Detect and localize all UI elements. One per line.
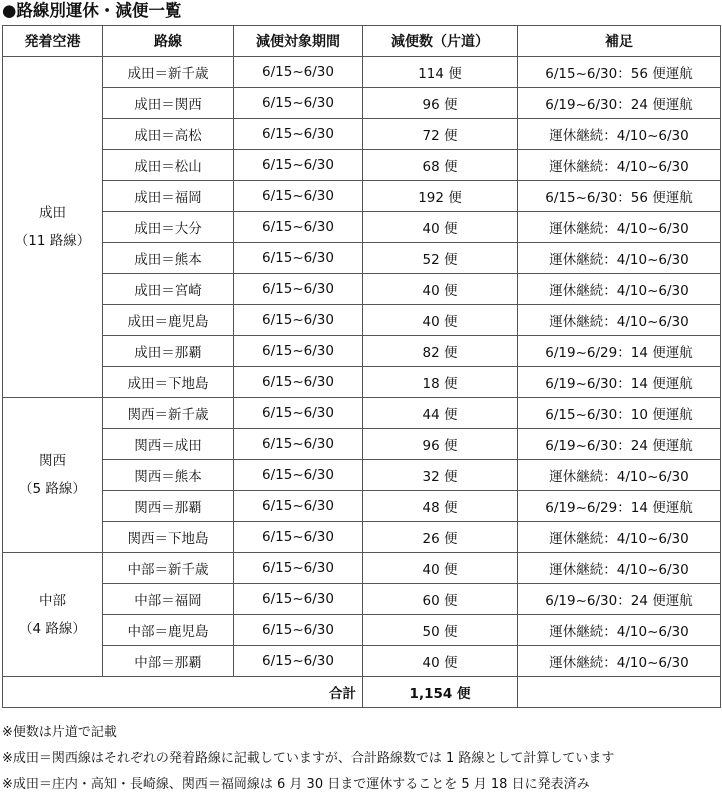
table-row [3,212,721,243]
reduced-flights-cell: 68 便 [363,150,518,181]
period-cell: 6/15~6/30 [234,243,363,274]
period-cell: 6/15~6/30 [234,57,363,88]
table-row [3,150,721,181]
table-row [3,57,721,88]
total-label: 合計 [3,677,363,708]
total-value: 1,154 便 [363,677,518,708]
period-cell: 6/15~6/30 [234,336,363,367]
route-cell: 成田＝関西 [103,88,234,119]
period-cell: 6/15~6/30 [234,429,363,460]
note-cell: 運休継続：4/10~6/30 [518,460,721,491]
table-row [3,181,721,212]
total-note [518,677,721,708]
reduced-flights-cell: 18 便 [363,367,518,398]
note-cell: 運休継続：4/10~6/30 [518,119,721,150]
reduced-flights-cell: 82 便 [363,336,518,367]
note-cell: 6/19~6/30：24 便運航 [518,584,721,615]
table-row [3,491,721,522]
route-cell: 成田＝熊本 [103,243,234,274]
period-cell: 6/15~6/30 [234,491,363,522]
period-cell: 6/15~6/30 [234,522,363,553]
reduced-flights-cell: 48 便 [363,491,518,522]
route-cell: 関西＝成田 [103,429,234,460]
reduced-flights-cell: 40 便 [363,274,518,305]
table-header-row [3,26,721,57]
note-cell: 6/19~6/30：24 便運航 [518,429,721,460]
route-cell: 成田＝那覇 [103,336,234,367]
table-row [3,367,721,398]
period-cell: 6/15~6/30 [234,367,363,398]
origin-airport-cell [3,398,103,553]
route-cell: 成田＝大分 [103,212,234,243]
table-row [3,553,721,584]
table-row [3,88,721,119]
route-cell: 成田＝下地島 [103,367,234,398]
reduced-flights-cell: 32 便 [363,460,518,491]
note-cell: 運休継続：4/10~6/30 [518,150,721,181]
header-period: 減便対象期間 [234,26,363,57]
note-cell: 運休継続：4/10~6/30 [518,522,721,553]
table-row [3,398,721,429]
table-row [3,305,721,336]
route-cell: 成田＝高松 [103,119,234,150]
route-suspension-table [2,25,721,708]
route-cell: 中部＝那覇 [103,646,234,677]
note-cell: 6/19~6/30：24 便運航 [518,88,721,119]
period-cell: 6/15~6/30 [234,212,363,243]
origin-airport-name: 中部 [39,592,66,609]
reduced-flights-cell: 26 便 [363,522,518,553]
origin-airport-name: 関西 [39,453,66,469]
period-cell: 6/15~6/30 [234,119,363,150]
period-cell: 6/15~6/30 [234,646,363,677]
header-reduced-flights: 減便数（片道） [363,26,518,57]
origin-route-count: （11 路線） [14,233,91,249]
table-row [3,336,721,367]
table-row [3,274,721,305]
period-cell: 6/15~6/30 [234,274,363,305]
footnote: ※便数は片道で記載 [2,725,117,740]
note-cell: 運休継続：4/10~6/30 [518,646,721,677]
note-cell: 6/15~6/30：10 便運航 [518,398,721,429]
period-cell: 6/15~6/30 [234,150,363,181]
note-cell: 6/19~6/29：14 便運航 [518,491,721,522]
note-cell: 運休継続：4/10~6/30 [518,615,721,646]
footnotes [2,720,614,798]
route-cell: 成田＝福岡 [103,181,234,212]
footnote: ※成田＝庄内・高知・長崎線、関西＝福岡線は 6 月 30 日まで運休することを 5 月 18 日に発表済み [2,777,590,792]
route-cell: 中部＝福岡 [103,584,234,615]
period-cell: 6/15~6/30 [234,181,363,212]
table-row [3,460,721,491]
period-cell: 6/15~6/30 [234,460,363,491]
table-row [3,646,721,677]
origin-airport-cell [3,553,103,677]
note-cell: 6/19~6/29：14 便運航 [518,336,721,367]
header-origin-airport: 発着空港 [3,26,103,57]
origin-airport-name: 成田 [39,205,66,221]
route-cell: 関西＝新千歳 [103,398,234,429]
reduced-flights-cell: 40 便 [363,646,518,677]
reduced-flights-cell: 60 便 [363,584,518,615]
note-cell: 運休継続：4/10~6/30 [518,553,721,584]
route-cell: 中部＝鹿児島 [103,615,234,646]
route-cell: 成田＝松山 [103,150,234,181]
note-cell: 運休継続：4/10~6/30 [518,274,721,305]
reduced-flights-cell: 72 便 [363,119,518,150]
origin-route-count: （4 路線） [19,620,86,637]
reduced-flights-cell: 50 便 [363,615,518,646]
note-cell: 運休継続：4/10~6/30 [518,243,721,274]
period-cell: 6/15~6/30 [234,398,363,429]
page-title: ●路線別運休・減便一覧 [2,1,182,20]
note-cell: 6/19~6/30：14 便運航 [518,367,721,398]
note-cell: 運休継続：4/10~6/30 [518,305,721,336]
period-cell: 6/15~6/30 [234,88,363,119]
reduced-flights-cell: 192 便 [363,181,518,212]
reduced-flights-cell: 40 便 [363,553,518,584]
header-notes: 補足 [518,26,721,57]
period-cell: 6/15~6/30 [234,584,363,615]
header-route: 路線 [103,26,234,57]
table-body [3,57,721,677]
route-cell: 関西＝熊本 [103,460,234,491]
note-cell: 運休継続：4/10~6/30 [518,212,721,243]
reduced-flights-cell: 96 便 [363,88,518,119]
note-cell: 6/15~6/30：56 便運航 [518,57,721,88]
origin-route-count: （5 路線） [19,481,86,497]
route-cell: 関西＝那覇 [103,491,234,522]
route-cell: 中部＝新千歳 [103,553,234,584]
origin-airport-cell [3,57,103,398]
note-cell: 6/15~6/30：56 便運航 [518,181,721,212]
table-row [3,584,721,615]
period-cell: 6/15~6/30 [234,615,363,646]
reduced-flights-cell: 114 便 [363,57,518,88]
reduced-flights-cell: 52 便 [363,243,518,274]
period-cell: 6/15~6/30 [234,305,363,336]
route-cell: 成田＝新千歳 [103,57,234,88]
reduced-flights-cell: 96 便 [363,429,518,460]
table-row [3,615,721,646]
period-cell: 6/15~6/30 [234,553,363,584]
reduced-flights-cell: 40 便 [363,305,518,336]
route-cell: 成田＝宮崎 [103,274,234,305]
route-cell: 関西＝下地島 [103,522,234,553]
footnote: ※成田＝関西線はそれぞれの発着路線に記載していますが、合計路線数では 1 路線として計算しています [2,751,615,766]
route-cell: 成田＝鹿児島 [103,305,234,336]
table-row [3,243,721,274]
table-row [3,119,721,150]
table-row [3,522,721,553]
reduced-flights-cell: 44 便 [363,398,518,429]
total-row [3,677,721,708]
reduced-flights-cell: 40 便 [363,212,518,243]
table-row [3,429,721,460]
